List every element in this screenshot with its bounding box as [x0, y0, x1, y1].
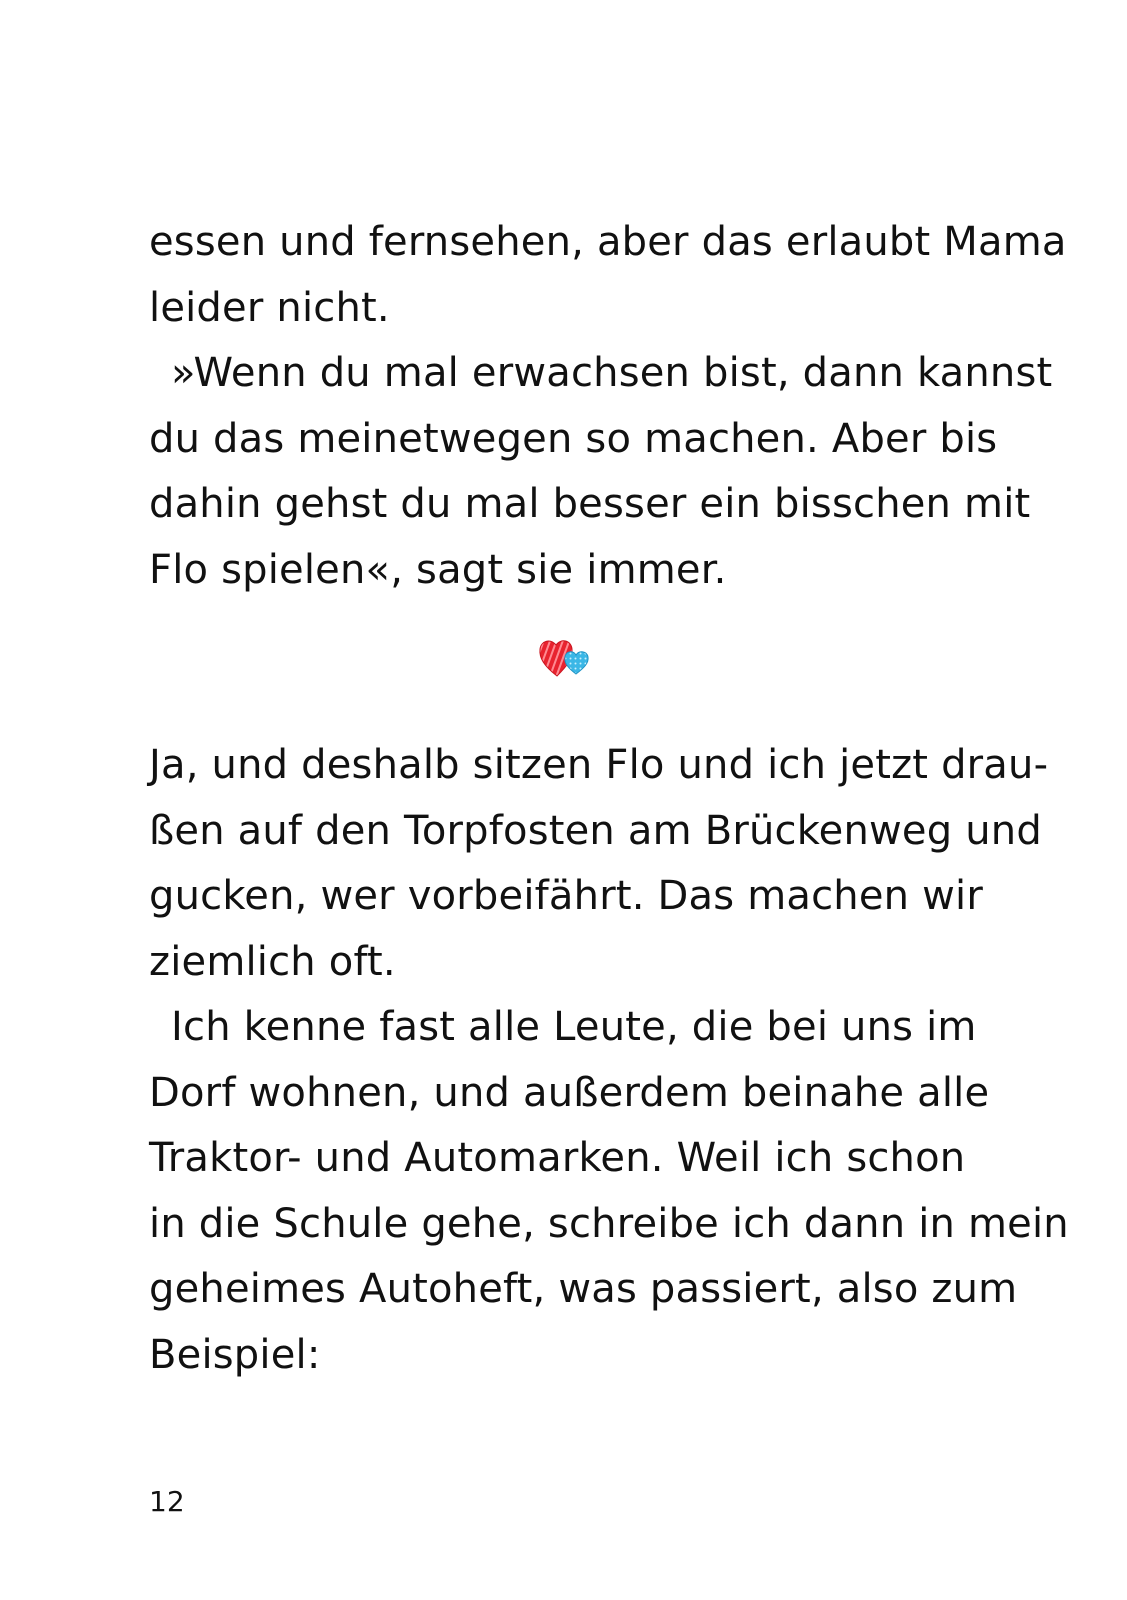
paragraph [149, 995, 1069, 1388]
text-line: du das meinetwegen so machen. Aber bis [149, 415, 998, 462]
text-line: in die Schule gehe, schreibe ich dann in mein [149, 1200, 1069, 1247]
text-line: geheimes Autoheft, was passiert, also zum [149, 1266, 1018, 1312]
text-line: ziemlich oft. [149, 938, 396, 985]
text-line: ßen auf den Torpfosten am Brückenweg und [149, 807, 1042, 854]
text-line: »Wenn du mal erwachsen bist, dann kannst [171, 350, 1053, 396]
text-line: Beispiel: [149, 1331, 321, 1378]
paragraph [149, 341, 1053, 603]
text-line: dahin gehst du mal besser ein bisschen mit [149, 481, 1031, 527]
text-line: essen und fernsehen, aber das erlaubt Mama [149, 219, 1067, 265]
text-line: Ich kenne fast alle Leute, die bei uns im [171, 1004, 977, 1050]
text-line: leider nicht. [149, 284, 390, 331]
text-line: Dorf wohnen, und außerdem beinahe alle [149, 1069, 990, 1116]
text-line: Traktor- und Automarken. Weil ich schon [149, 1135, 966, 1181]
text-section-bottom [149, 733, 1069, 1388]
hearts-icon [538, 636, 594, 680]
blue-heart [565, 652, 588, 674]
text-line: gucken, wer vorbeifährt. Das machen wir [149, 873, 983, 919]
page-number: 12 [149, 1485, 185, 1518]
paragraph [149, 733, 1049, 995]
text-section-top [149, 210, 1067, 603]
text-line: Ja, und deshalb sitzen Flo und ich jetzt drau- [149, 742, 1049, 788]
text-line: Flo spielen«, sagt sie immer. [149, 546, 727, 593]
paragraph [149, 210, 1067, 341]
